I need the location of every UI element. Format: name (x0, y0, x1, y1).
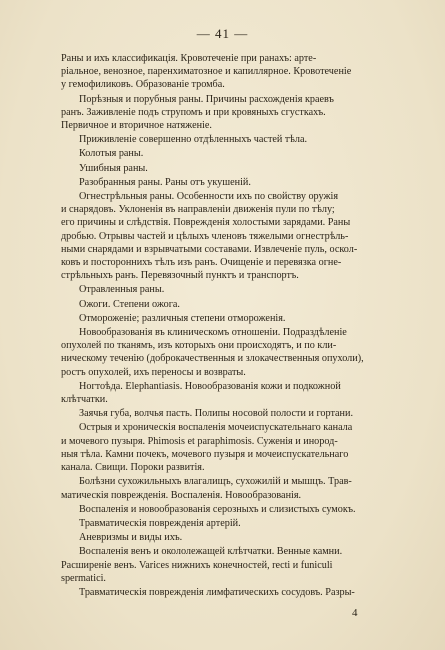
paragraph (61, 586, 411, 599)
text-line: ріальное, венозное, паренхиматозное и капиллярное. Кровотеченіе (61, 66, 352, 78)
text-line: spermatici. (61, 572, 106, 584)
text-line: матическія поврежденія. Воспаленія. Новообразованія. (61, 489, 302, 501)
paragraph (61, 93, 411, 133)
text-line: Воспаленія венъ и окололежащей клѣтчатки. Венные камни. (79, 546, 343, 558)
paragraph (61, 380, 411, 406)
text-line: Ожоги. Степени ожога. (79, 298, 180, 310)
paragraph (61, 421, 411, 474)
text-line: дробью. Отрывы частей и цѣлыхъ членовъ тяжелыми огнестрѣль- (61, 230, 349, 242)
paragraph (61, 326, 411, 379)
signature-mark: 4 (352, 607, 358, 619)
text-line: Заячья губа, волчья пасть. Полипы носовой полости и гортани. (79, 408, 354, 420)
text-line: Порѣзныя и порубныя раны. Причины расхожденія краевъ (79, 93, 334, 105)
text-line: Разобранныя раны. Раны отъ укушеній. (79, 176, 251, 188)
page-text (61, 52, 411, 600)
paragraph (61, 283, 411, 296)
text-line: Болѣзни сухожильныхъ влагалищъ, сухожилій и мышцъ. Трав- (79, 476, 352, 488)
text-line: Отмороженіе; различныя степени отмороженія. (79, 312, 286, 324)
text-line: у гемофиликовъ. Образованіе тромба. (61, 79, 225, 91)
text-line: ковъ и постороннихъ тѣлъ изъ ранъ. Очищеніе и перевязка огне- (61, 257, 342, 269)
text-line: стрѣльныхъ ранъ. Перевязочный пунктъ и транспортъ. (61, 270, 299, 282)
text-line: ростъ опухолей, ихъ переносы и возвраты. (61, 366, 246, 378)
text-line: Расширеніе венъ. Varices нижнихъ конечностей, recti и funiculi (61, 559, 333, 571)
text-line: ранъ. Заживленіе подъ струпомъ и при кровяныхъ сгусткахъ. (61, 106, 326, 118)
text-line: клѣтчатки. (61, 394, 108, 406)
paragraph (61, 531, 411, 544)
paragraph (61, 298, 411, 311)
text-line: Острыя и хроническія воспаленія мочеиспускательнаго канала (79, 422, 353, 434)
text-line: Первичное и вторичное натяженіе. (61, 120, 212, 132)
text-line: Воспаленія и новообразованія серозныхъ и слизистыхъ сумокъ. (79, 503, 356, 515)
paragraph (61, 176, 411, 189)
text-line: и мочевого пузыря. Phimosis et paraphimosis. Суженія и инород- (61, 435, 338, 447)
paragraph (61, 190, 411, 282)
paragraph (61, 312, 411, 325)
text-line: Аневризмы и виды ихъ. (79, 532, 183, 544)
paragraph (61, 407, 411, 420)
text-line: его причины и слѣдствія. Поврежденія холостыми зарядами. Раны (61, 217, 351, 229)
text-line: и снарядовъ. Уклоненія въ направленіи движенія пули по тѣлу; (61, 204, 335, 216)
text-line: Раны и ихъ классификація. Кровотеченіе при ранахъ: арте- (61, 53, 317, 64)
paragraph (61, 147, 411, 160)
text-line: Травматическія поврежденія артерій. (79, 517, 241, 529)
text-line: Ушибныя раны. (79, 162, 148, 174)
paragraph (61, 503, 411, 516)
text-line: Колотыя раны. (79, 148, 144, 160)
text-line: Травматическія поврежденія лимфатическихъ сосудовъ. Разры- (79, 586, 355, 598)
paragraph (61, 52, 411, 92)
text-line: Ногтоѣда. Elephantiasis. Новообразованія кожи и подкожной (79, 380, 341, 392)
page-number: — 41 — (196, 26, 249, 41)
text-line: ными снарядами и взрывчатыми составами. Извлеченіе пуль, оскол- (61, 243, 358, 255)
text-line: Новообразованія въ клиническомъ отношеніи. Подраздѣленіе (79, 327, 347, 339)
text-line: ническому теченію (доброкачественныя и злокачественныя опухоли), (61, 353, 364, 365)
paragraph (61, 545, 411, 585)
paragraph (61, 517, 411, 530)
text-line: Огнестрѣльныя раны. Особенности ихъ по свойству оружія (79, 191, 339, 203)
paragraph (61, 133, 411, 146)
text-line: опухолей по тканямъ, изъ которыхъ они происходятъ, и по кли- (61, 340, 337, 352)
text-line: Отравленныя раны. (79, 284, 165, 296)
text-line: Приживленіе совершенно отдѣленныхъ частей тѣла. (79, 134, 308, 146)
paragraph (61, 475, 411, 501)
paragraph (61, 162, 411, 175)
text-line: ныя тѣла. Камни почекъ, мочевого пузыря и мочеиспускательнаго (61, 448, 349, 460)
text-line: канала. Свищи. Пороки развитія. (61, 462, 205, 474)
